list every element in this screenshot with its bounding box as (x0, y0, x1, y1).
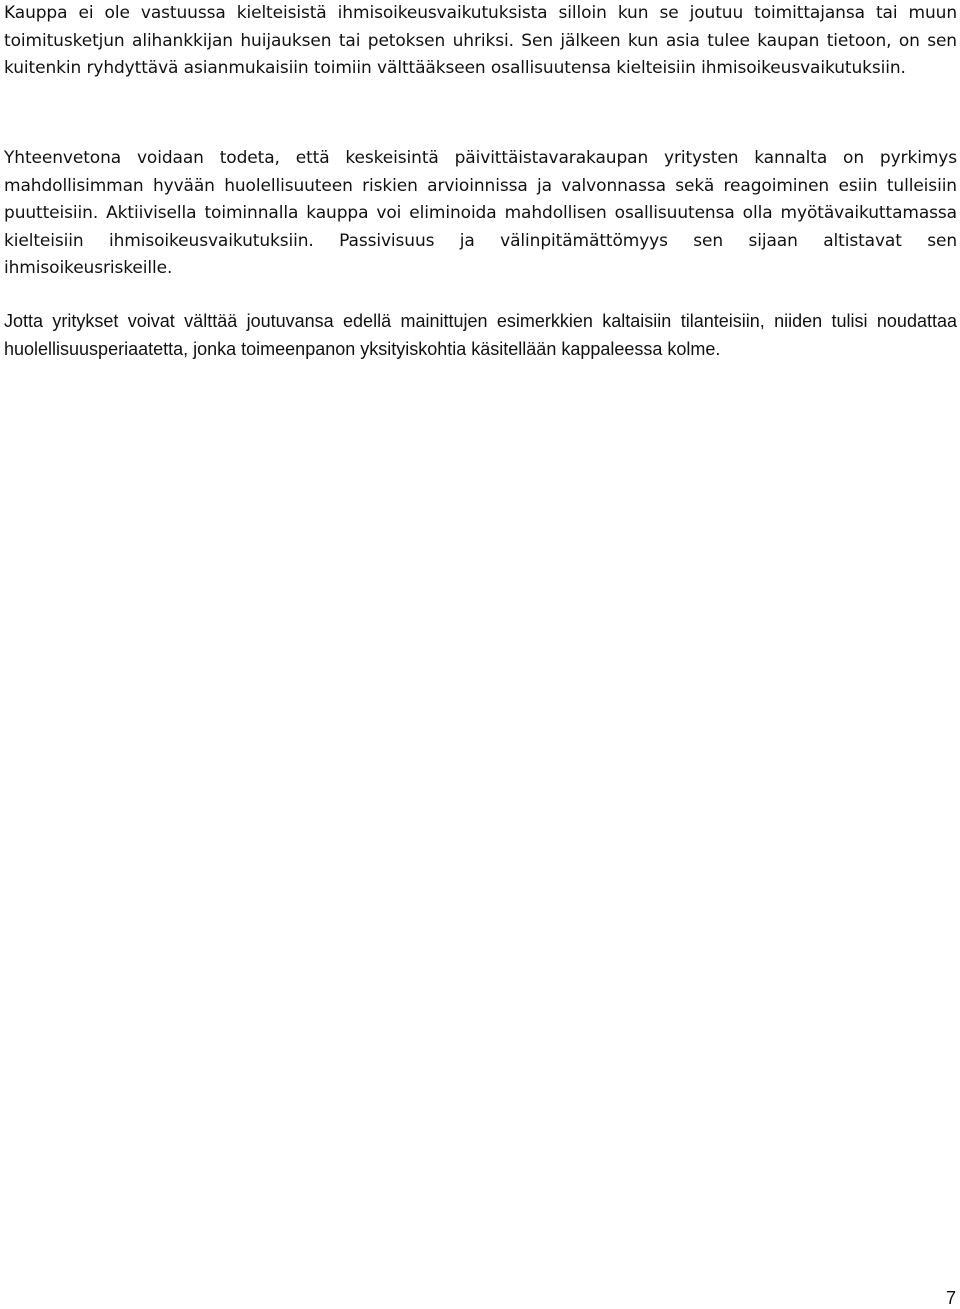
paragraph-summary: Yhteenvetona voidaan todeta, että keskeisintä päivittäistavarakaupan yritysten kannalta on pyrkimys mahdollisimman hyvään huolellisuuteen riskien arvioinnissa ja valvonnassa sekä reagoiminen esiin tulleisiin puutteisiin. Aktiivisella toiminnalla kauppa voi eliminoida mahdollisen osallisuutensa olla myötävaikuttamassa kielteisiin ihmisoikeusvaikutuksiin. Passivisuus ja välinpitämättömyys sen sijaan altistavat sen ihmisoikeusriskeille. (4, 148, 957, 279)
page-number: 7 (945, 1288, 956, 1308)
paragraph-responsibility: Kauppa ei ole vastuussa kielteisistä ihmisoikeusvaikutuksista silloin kun se joutuu toimittajansa tai muun toimitusketjun alihankkijan huijauksen tai petoksen uhriksi. Sen jälkeen kun asia tulee kaupan tietoon, on sen kuitenkin ryhdyttävä asianmukaisiin toimiin välttääkseen osallisuutensa kielteisiin ihmisoikeusvaikutuksiin. (4, 3, 957, 79)
paragraph-due-diligence: Jotta yritykset voivat välttää joutuvansa edellä mainittujen esimerkkien kaltaisiin tilanteisiin, niiden tulisi noudattaa huolellisuusperiaatetta, jonka toimeenpanon yksityiskohtia käsitellään kappaleessa kolme. (4, 311, 957, 359)
